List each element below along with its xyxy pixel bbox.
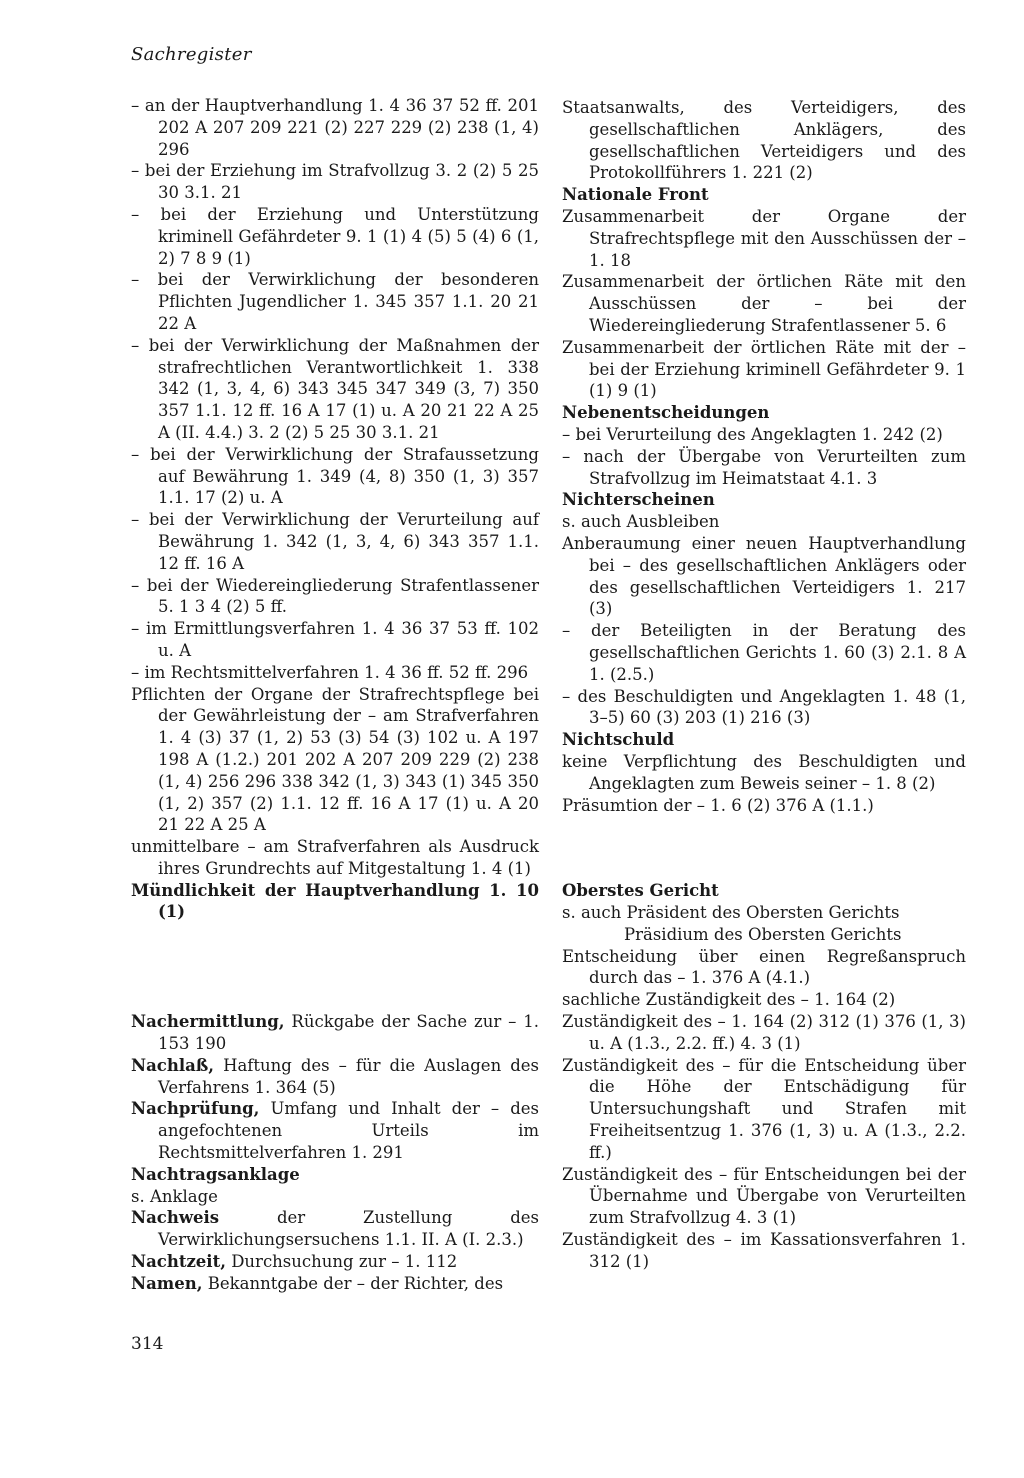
index-entry: – im Ermittlungsverfahren 1. 4 36 37 53 ff. 102 u. A xyxy=(131,619,539,660)
index-keyword: Nachprüfung, xyxy=(131,1099,260,1119)
index-entry: – bei der Verwirklichung der Verurteilung auf Bewährung 1. 342 (1, 3, 4, 6) 343 357 1.1. 12 ff. 16 A xyxy=(131,510,539,573)
index-entry: – bei der Verwirklichung der Maßnahmen der strafrechtlichen Verantwortlichkeit 1. 338 342 (1, 3, 4, 6) 343 345 347 349 (3, 7) 350 357 1.1. 12 ff. 16 A 17 (1) u. A 20 21 22 A 25 A (II. 4.4.) 3. 2 (2) 5 25 30 3.1. 21 xyxy=(131,335,539,442)
index-entry-text: Rückgabe der Sache zur – 1. 153 190 xyxy=(158,1012,539,1054)
index-entry: Zusammenarbeit der Organe der Strafrechtspflege mit den Ausschüssen der – 1. 18 xyxy=(562,206,966,270)
index-entry: – nach der Übergabe von Verurteilten zum Strafvollzug im Heimatstaat 4.1. 3 xyxy=(562,446,966,488)
index-entry: Staatsanwalts, des Verteidigers, des gesellschaftlichen Anklägers, des gesellschaftlichen Verteidigers und des Protokollführers 1. 221 (2) xyxy=(562,98,966,183)
left-column xyxy=(131,95,539,1295)
index-entry-text: Durchsuchung zur – 1. 112 xyxy=(225,1252,458,1272)
index-entry: Oberstes Gericht xyxy=(562,881,719,901)
right-column-spacer xyxy=(562,816,966,880)
index-entry: Zuständigkeit des – 1. 164 (2) 312 (1) 376 (1, 3) u. A (1.3., 2.2. ff.) 4. 3 (1) xyxy=(562,1012,966,1053)
index-entry: Nichterscheinen xyxy=(562,490,715,510)
index-entry: Nichtschuld xyxy=(562,730,675,750)
index-entry: Zusammenarbeit der örtlichen Räte mit den Ausschüssen der – bei der Wiedereingliederung Strafentlassener 5. 6 xyxy=(562,272,966,335)
left-column-entries xyxy=(131,95,539,923)
right-column xyxy=(562,97,966,1273)
index-entry: Zuständigkeit des – für die Entscheidung über die Höhe der Entschädigung für Untersuchungshaft und Strafen mit Freiheitsentzug 1. 376 (1, 3) u. A (1.3., 2.2. ff.) xyxy=(562,1055,966,1162)
left-column-entries-n xyxy=(131,1011,539,1294)
index-entry: – bei Verurteilung des Angeklagten 1. 242 (2) xyxy=(562,424,943,444)
index-entry: Nationale Front xyxy=(562,185,709,205)
index-entry xyxy=(131,1055,539,1099)
index-entry: – bei der Wiedereingliederung Strafentlassener 5. 1 3 4 (2) 5 ff. xyxy=(131,575,539,617)
index-entry-text: Haftung des – für die Auslagen des Verfahrens 1. 364 (5) xyxy=(158,1055,539,1097)
index-keyword: Nachlaß, xyxy=(131,1055,215,1075)
index-entry-text: s. Anklage xyxy=(131,1186,218,1206)
index-entry xyxy=(131,1207,539,1251)
index-entry: sachliche Zuständigkeit des – 1. 164 (2) xyxy=(562,990,896,1010)
index-entry: – bei der Verwirklichung der besonderen Pflichten Jugendlicher 1. 345 357 1.1. 20 21 22 A xyxy=(131,270,539,333)
index-keyword: Nachtragsanklage xyxy=(131,1164,300,1184)
index-entry: – im Rechtsmittelverfahren 1. 4 36 ff. 52 ff. 296 xyxy=(131,662,529,682)
index-entry: Zusammenarbeit der örtlichen Räte mit der – bei der Erziehung kriminell Gefährdeter 9. 1 (1) 9 (1) xyxy=(562,337,966,401)
index-keyword: Namen, xyxy=(131,1273,203,1293)
index-entry xyxy=(131,1273,539,1295)
index-entry-text: Umfang und Inhalt der – des angefochtenen Urteils im Rechtsmittelverfahren 1. 291 xyxy=(158,1099,539,1163)
index-entry: – der Beteiligten in der Beratung des gesellschaftlichen Gerichts 1. 60 (3) 2.1. 8 A 1. (2.5.) xyxy=(562,621,966,684)
index-entry-text: der Zustellung des Verwirklichungsersuchens 1.1. II. A (I. 2.3.) xyxy=(158,1208,539,1250)
left-column-spacer xyxy=(131,923,539,1011)
index-entry: s. auch Präsident des Obersten Gerichts xyxy=(562,903,900,923)
index-keyword: Nachweis xyxy=(131,1208,220,1228)
index-entry: – an der Hauptverhandlung 1. 4 36 37 52 ff. 201 202 A 207 209 221 (2) 227 229 (2) 238 (1, 4) 296 xyxy=(131,96,539,159)
index-entry: unmittelbare – am Strafverfahren als Ausdruck ihres Grundrechts auf Mitgestaltung 1. 4 (1) xyxy=(131,837,539,878)
index-entry: Anberaumung einer neuen Hauptverhandlung bei – des gesellschaftlichen Anklägers oder des gesellschaftlichen Verteidigers 1. 217 (3) xyxy=(562,533,966,619)
index-entry: Zuständigkeit des – für Entscheidungen bei der Übernahme und Übergabe von Verurteilten zum Strafvollzug 4. 3 (1) xyxy=(562,1164,966,1228)
index-entry: Entscheidung über einen Regreßanspruch durch das – 1. 376 A (4.1.) xyxy=(562,946,966,988)
index-entry xyxy=(131,1186,539,1208)
index-entry: – bei der Erziehung im Strafvollzug 3. 2 (2) 5 25 30 3.1. 21 xyxy=(131,161,539,203)
index-entry: Mündlichkeit der Hauptverhandlung 1. 10 (1) xyxy=(131,880,539,922)
index-entry: – bei der Verwirklichung der Strafaussetzung auf Bewährung 1. 349 (4, 8) 350 (1, 3) 357 1.1. 17 (2) u. A xyxy=(131,444,539,508)
index-entry: keine Verpflichtung des Beschuldigten und Angeklagten zum Beweis seiner – 1. 8 (2) xyxy=(562,751,966,793)
page-number: 314 xyxy=(131,1334,164,1354)
index-entry: Pflichten der Organe der Strafrechtspflege bei der Gewährleistung der – am Strafverfahren 1. 4 (3) 37 (1, 2) 53 (3) 54 (3) 102 u. A 197 198 A (1.2.) 201 202 A 207 209 229 (2) 238 (1, 4) 256 296 338 342 (1, 3) 343 (1) 345 350 (1, 2) 357 (2) 1.1. 12 ff. 16 A 17 (1) u. A 20 21 22 A 25 A xyxy=(131,684,539,835)
index-keyword: Nachermittlung, xyxy=(131,1012,285,1032)
index-entry: s. auch Ausbleiben xyxy=(562,512,720,532)
index-entry: Nebenentscheidungen xyxy=(562,403,770,423)
index-entry: – des Beschuldigten und Angeklagten 1. 48 (1, 3–5) 60 (3) 203 (1) 216 (3) xyxy=(562,686,966,728)
right-column-entries xyxy=(562,97,966,816)
index-keyword: Nachtzeit, xyxy=(131,1252,226,1272)
index-entry-text: Bekanntgabe der – der Richter, des xyxy=(202,1273,504,1293)
index-entry xyxy=(131,1164,539,1186)
index-entry: Präsidium des Obersten Gerichts xyxy=(624,924,902,944)
index-entry: – bei der Erziehung und Unterstützung kriminell Gefährdeter 9. 1 (1) 4 (5) 5 (4) 6 (1, 2) 7 8 9 (1) xyxy=(131,204,539,268)
index-entry: Zuständigkeit des – im Kassationsverfahren 1. 312 (1) xyxy=(562,1230,966,1271)
index-entry: Präsumtion der – 1. 6 (2) 376 A (1.1.) xyxy=(562,795,874,815)
page-header: Sachregister xyxy=(131,44,252,65)
right-column-entries-o xyxy=(562,880,966,1272)
index-entry xyxy=(131,1251,539,1273)
index-entry xyxy=(131,1098,539,1163)
index-entry xyxy=(131,1011,539,1055)
